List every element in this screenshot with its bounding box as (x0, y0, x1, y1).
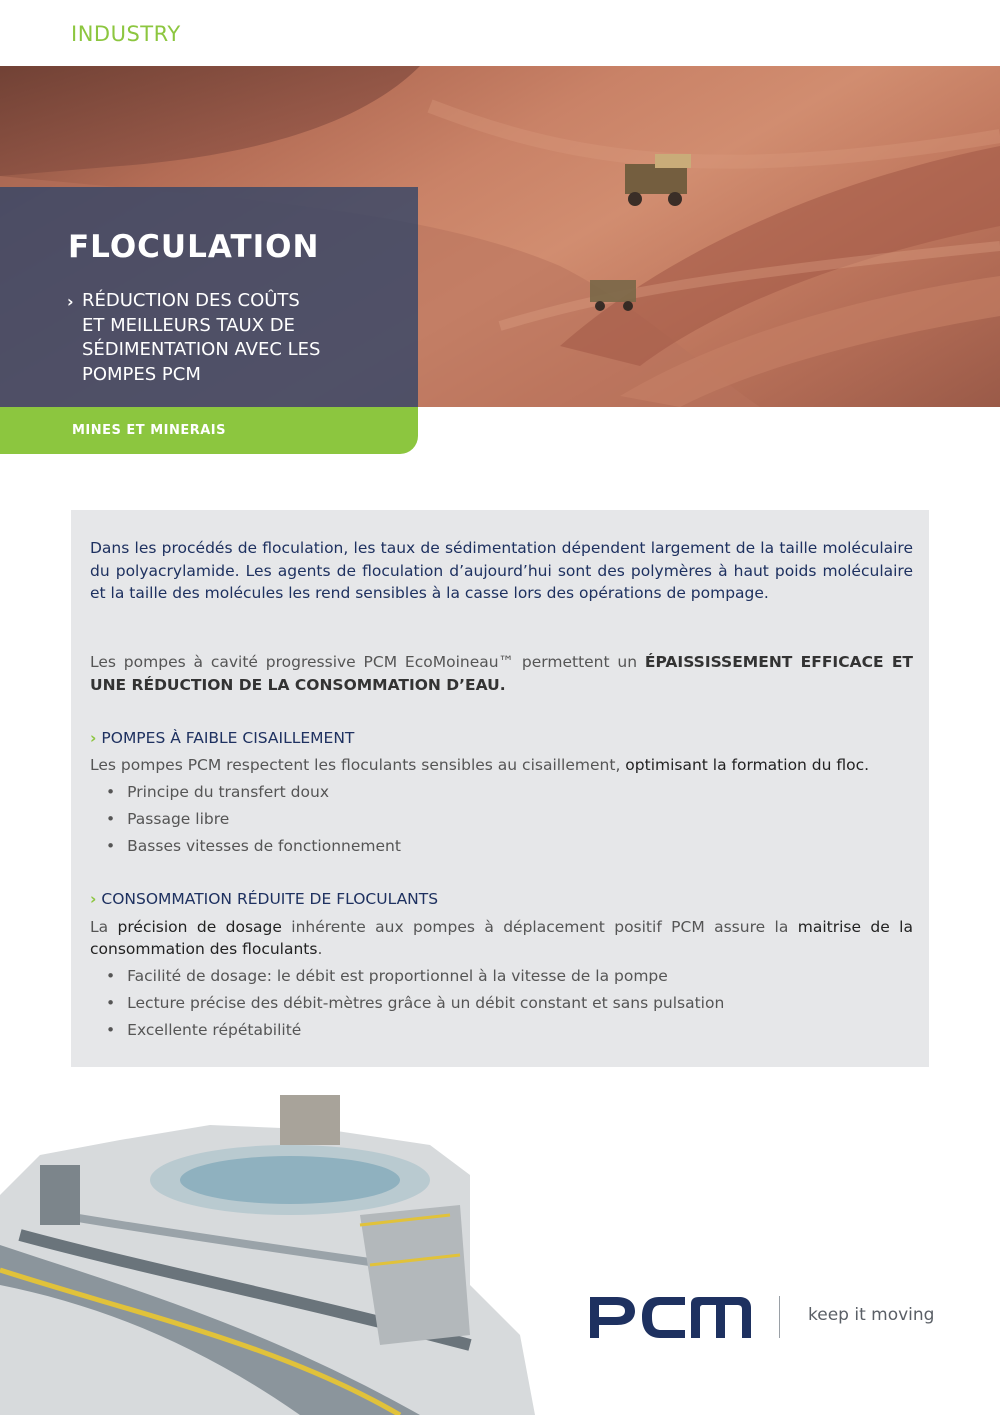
section-heading-text: CONSOMMATION RÉDUITE DE FLOCULANTS (101, 890, 439, 908)
bullet-list (106, 963, 724, 1044)
list-item: • Lecture précise des débit-mètres grâce à un débit constant et sans pulsation (106, 990, 724, 1017)
section-text: inhérente aux pompes à déplacement positif PCM assure la (281, 918, 798, 936)
hero-subtitle (82, 289, 402, 387)
chevron-right-icon: › (90, 890, 97, 908)
section-heading-reduced-consumption (90, 890, 438, 908)
section-heading-low-shear (90, 729, 354, 747)
section-highlight: précision de dosage (117, 918, 282, 936)
intro-paragraph: Dans les procédés de floculation, les taux de sédimentation dépendent largement de la taille moléculaire du polyacrylamide. Les agents de floculation d’aujourd’hui sont des polymères à haut poids moléculaire et la taille des molécules les rend sensibles à la casse lors des opérations de pompage. (90, 539, 913, 602)
section-label: INDUSTRY (71, 22, 181, 46)
hero-subtitle-line: SÉDIMENTATION AVEC LES (82, 339, 321, 360)
section-text: . (317, 940, 323, 958)
section-text: La (90, 918, 118, 936)
tagline: keep it moving (808, 1305, 935, 1325)
list-item: • Excellente répétabilité (106, 1017, 724, 1044)
logo-divider (779, 1296, 780, 1338)
section-heading-text: POMPES À FAIBLE CISAILLEMENT (101, 729, 355, 747)
product-paragraph (90, 651, 913, 696)
page-title: FLOCULATION (68, 229, 320, 265)
hero-subtitle-line: ET MEILLEURS TAUX DE (82, 314, 295, 336)
list-item: • Principe du transfert doux (106, 779, 401, 806)
section-highlight: optimisant la formation du floc. (625, 756, 870, 774)
section-text: Les pompes PCM respectent les floculants sensibles au cisaillement, (90, 756, 626, 774)
hero-subtitle-line: POMPES PCM (82, 363, 201, 385)
list-item: • Basses vitesses de fonctionnement (106, 833, 401, 860)
product-text: Les pompes à cavité progressive PCM EcoMoineau™ permettent un (90, 653, 645, 671)
product-highlight: ÉPAISSISSEMENT EFFICACE ET UNE RÉDUCTION DE LA CONSOMMATION D’EAU. (90, 653, 913, 694)
chevron-right-icon: › (90, 729, 97, 747)
section-paragraph (90, 916, 913, 960)
category-label: MINES ET MINERAIS (72, 423, 227, 438)
section-paragraph (90, 754, 913, 776)
bullet-list (106, 779, 401, 860)
hero-subtitle-line: RÉDUCTION DES COÛTS (82, 290, 300, 311)
section-highlight: maitrise de la consommation des floculants (90, 918, 913, 958)
list-item: • Facilité de dosage: le débit est proportionnel à la vitesse de la pompe (106, 963, 724, 990)
chevron-right-icon: › (67, 292, 74, 311)
pcm-logo (587, 1292, 757, 1342)
list-item: • Passage libre (106, 806, 401, 833)
thickener-plant-image (0, 1085, 535, 1415)
